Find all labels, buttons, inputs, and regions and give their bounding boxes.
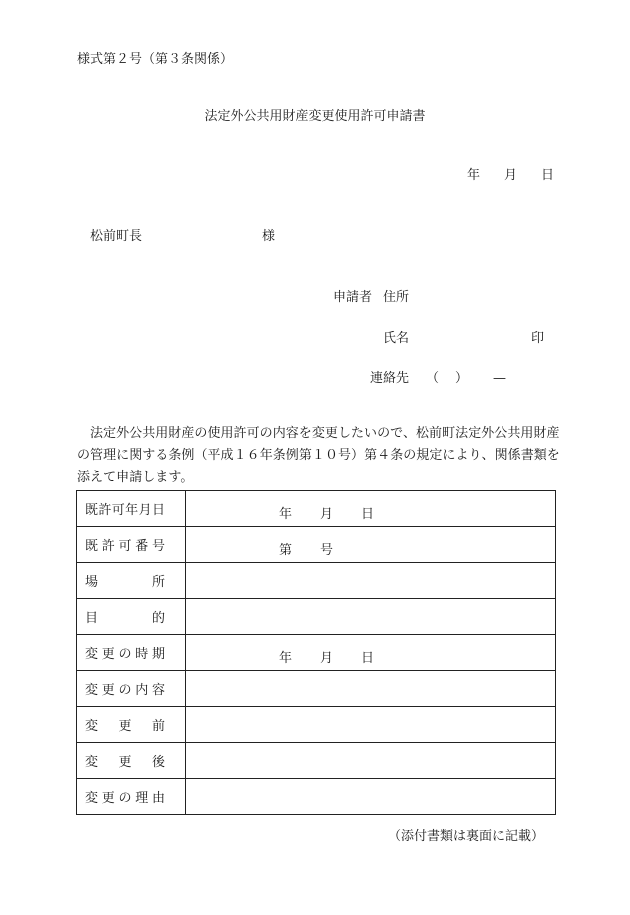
document-title: 法定外公共用財産変更使用許可申請書	[204, 109, 426, 124]
addressee-honorific: 様	[262, 229, 276, 244]
application-details-table	[76, 490, 556, 815]
contact-paren-close: ）	[455, 371, 469, 386]
date-day-label: 日	[541, 168, 555, 183]
value-part: 年	[279, 651, 293, 666]
table-row	[77, 779, 556, 815]
applicant-label: 申請者	[333, 290, 373, 305]
value-part: 年	[279, 507, 293, 522]
table-row	[77, 707, 556, 743]
label-char: 更	[101, 647, 115, 662]
date-line	[467, 169, 554, 182]
row-label-text	[85, 535, 165, 554]
label-char: 既	[85, 503, 99, 518]
row-label-text	[85, 643, 165, 662]
value-part: 号	[320, 543, 334, 558]
row-value-template	[279, 503, 374, 522]
row-value-before-change[interactable]	[186, 707, 556, 743]
attachment-note: （添付書類は裏面に記載）	[388, 829, 545, 844]
name-label: 氏名	[383, 331, 410, 346]
row-label-change-timing	[77, 635, 186, 671]
contact-paren-open: （	[426, 371, 440, 386]
value-part: 月	[320, 651, 334, 666]
row-value-prior-permit-number[interactable]	[186, 527, 556, 563]
table-row	[77, 599, 556, 635]
table-row	[77, 491, 556, 527]
row-label-text	[85, 715, 165, 734]
row-value-prior-permit-date[interactable]	[186, 491, 556, 527]
label-char: 内	[135, 683, 149, 698]
date-year-label: 年	[467, 168, 481, 183]
label-char: 可	[118, 539, 132, 554]
label-char: の	[118, 647, 132, 662]
table-row	[77, 743, 556, 779]
label-char: の	[118, 791, 132, 806]
label-char: 目	[85, 611, 99, 626]
label-char: 時	[135, 647, 149, 662]
label-char: 更	[101, 683, 115, 698]
label-char: 日	[151, 503, 165, 518]
label-char: 由	[151, 791, 165, 806]
row-value-template	[279, 539, 333, 558]
form-number: 様式第２号（第３条関係）	[77, 52, 234, 67]
label-char: 許	[98, 503, 112, 518]
row-value-change-timing[interactable]	[186, 635, 556, 671]
application-statement: 法定外公共用財産の使用許可の内容を変更したいので、松前町法定外公共用財産の管理に関する条例（平成１６年条例第１０号）第４条の規定により、関係書類を添えて申請します。	[77, 426, 560, 485]
seal-mark: 印	[531, 331, 545, 346]
row-label-before-change	[77, 707, 186, 743]
label-char: 変	[85, 719, 99, 734]
label-char: 許	[101, 539, 115, 554]
label-char: 的	[151, 611, 165, 626]
addressee-name: 松前町長	[90, 229, 143, 244]
label-char: 変	[85, 647, 99, 662]
value-part: 月	[320, 507, 334, 522]
row-value-purpose[interactable]	[186, 599, 556, 635]
value-part: 第	[279, 543, 293, 558]
row-label-change-content	[77, 671, 186, 707]
row-value-template	[279, 647, 374, 666]
row-label-text	[85, 571, 165, 590]
contact-dash: —	[493, 371, 506, 386]
label-char: 更	[118, 719, 132, 734]
row-value-after-change[interactable]	[186, 743, 556, 779]
label-char: 場	[85, 575, 99, 590]
row-label-text	[85, 679, 165, 698]
label-char: 所	[151, 575, 165, 590]
row-label-text	[85, 787, 165, 806]
label-char: 後	[151, 755, 165, 770]
label-char: 期	[151, 647, 165, 662]
label-char: 変	[85, 791, 99, 806]
table-row	[77, 563, 556, 599]
label-char: 号	[151, 539, 165, 554]
table-row	[77, 635, 556, 671]
label-char: 年	[125, 503, 139, 518]
table-row	[77, 671, 556, 707]
label-char: 月	[138, 503, 152, 518]
row-value-change-content[interactable]	[186, 671, 556, 707]
row-label-location	[77, 563, 186, 599]
row-value-change-reason[interactable]	[186, 779, 556, 815]
label-char: 理	[135, 791, 149, 806]
row-label-change-reason	[77, 779, 186, 815]
label-char: 前	[151, 719, 165, 734]
date-month-label: 月	[504, 168, 518, 183]
row-label-after-change	[77, 743, 186, 779]
label-char: の	[118, 683, 132, 698]
row-label-text	[85, 499, 165, 518]
contact-label: 連絡先	[370, 371, 410, 386]
address-label: 住所	[383, 290, 410, 305]
table-row	[77, 527, 556, 563]
row-label-text	[85, 751, 165, 770]
row-label-prior-permit-number	[77, 527, 186, 563]
label-char: 更	[101, 791, 115, 806]
row-label-purpose	[77, 599, 186, 635]
row-label-text	[85, 607, 165, 626]
value-part: 日	[361, 651, 375, 666]
label-char: 番	[135, 539, 149, 554]
row-value-location[interactable]	[186, 563, 556, 599]
row-label-prior-permit-date	[77, 491, 186, 527]
label-char: 可	[111, 503, 125, 518]
label-char: 既	[85, 539, 99, 554]
label-char: 容	[151, 683, 165, 698]
label-char: 変	[85, 683, 99, 698]
value-part: 日	[361, 507, 375, 522]
label-char: 更	[118, 755, 132, 770]
label-char: 変	[85, 755, 99, 770]
